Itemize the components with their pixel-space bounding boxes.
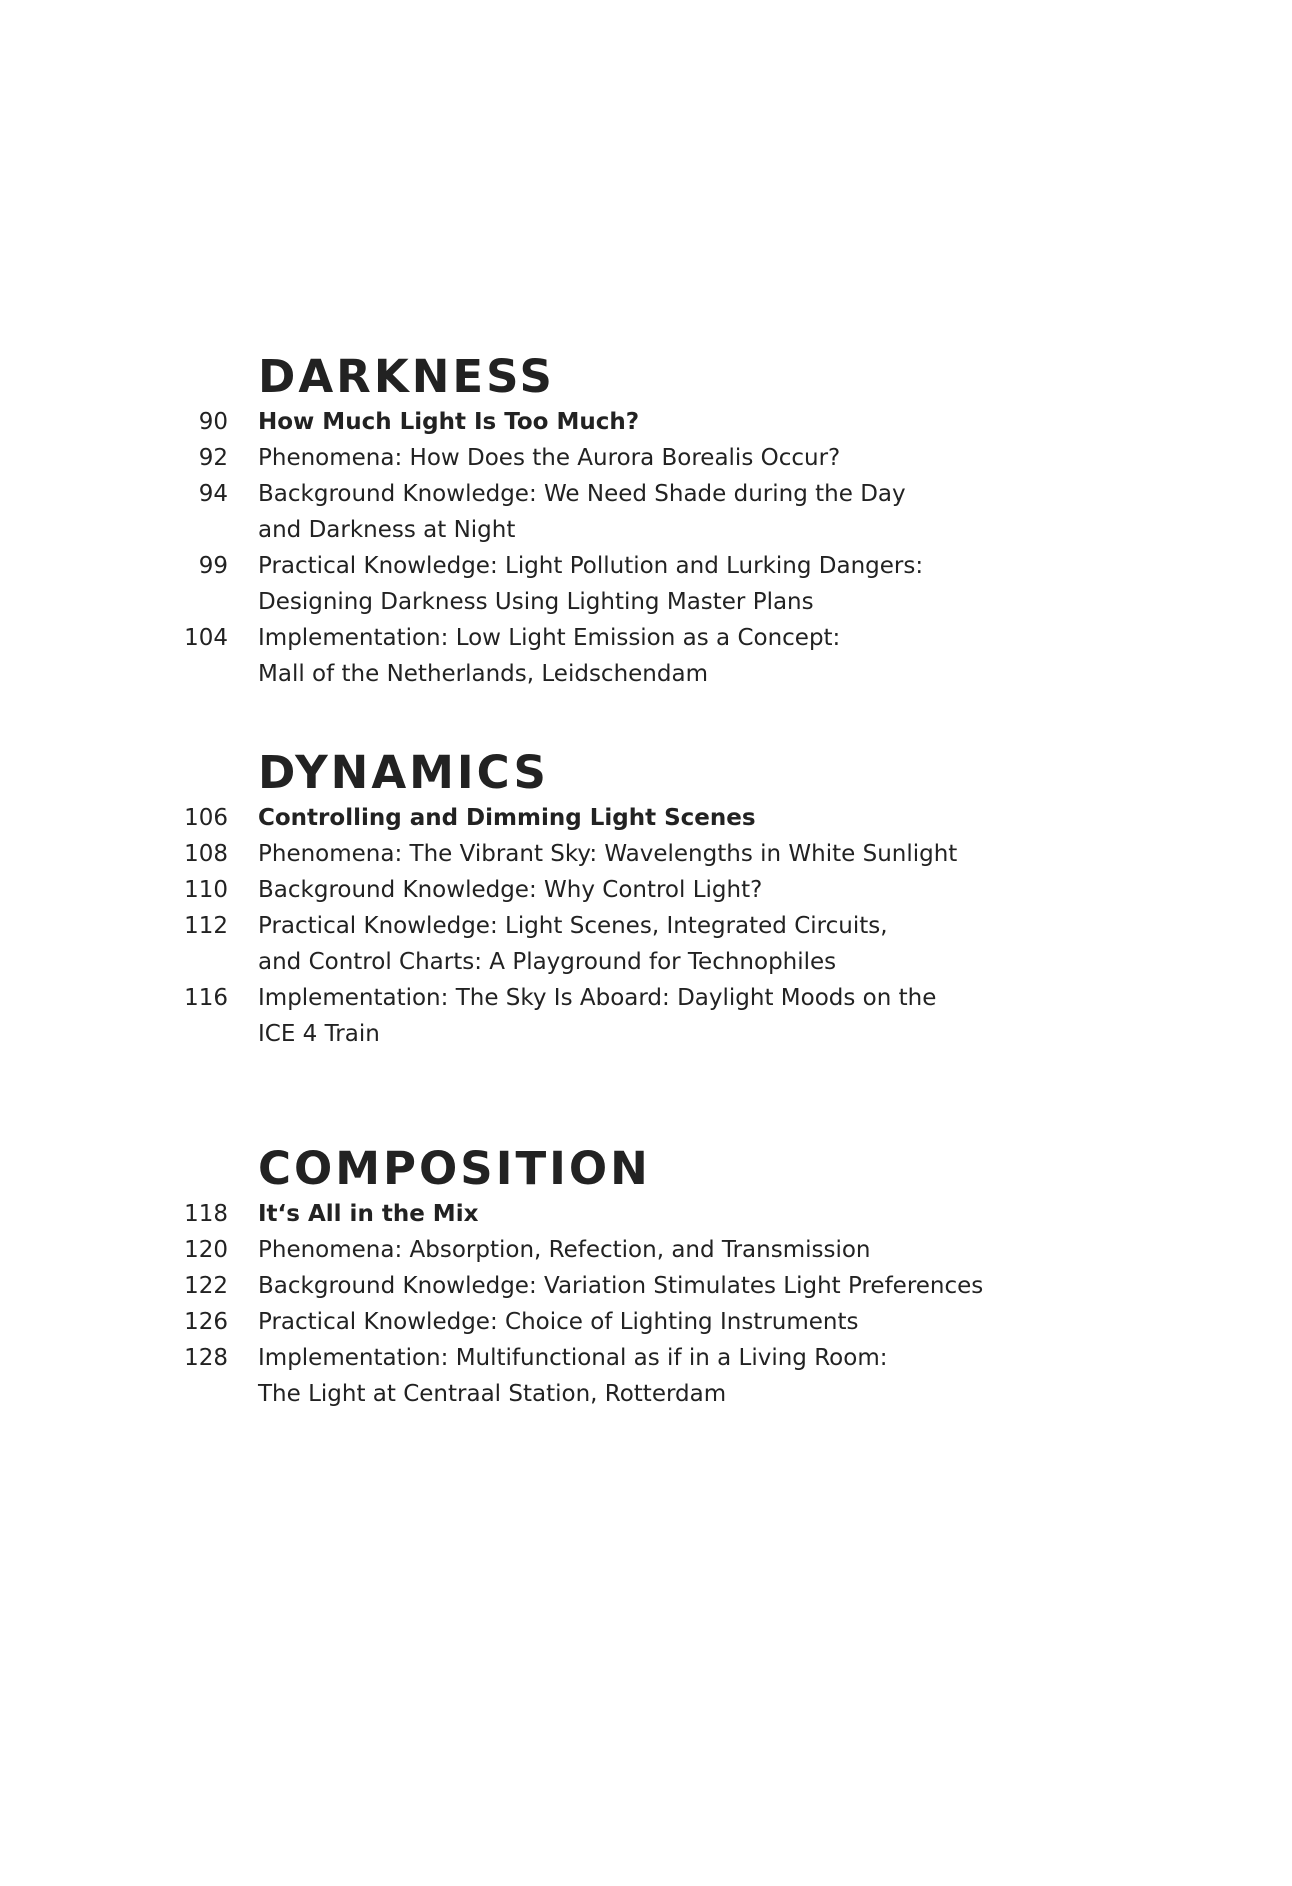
toc-entry	[0, 1304, 1292, 1340]
toc-entry	[0, 908, 1292, 980]
section-title: COMPOSITION	[258, 1142, 651, 1195]
entry-page-number: 99	[198, 553, 228, 579]
entry-page-number: 90	[198, 409, 228, 435]
entry-title	[258, 1268, 1058, 1304]
entry-title-line: Implementation: Multifunctional as if in a Living Room:	[258, 1345, 888, 1371]
section-title: DYNAMICS	[258, 746, 549, 799]
entry-title-line: Controlling and Dimming Light Scenes	[258, 805, 756, 831]
toc-entry	[0, 1196, 1292, 1232]
section-title: DARKNESS	[258, 350, 555, 403]
entry-page-number: 110	[184, 877, 228, 903]
entry-title-line: and Control Charts: A Playground for Technophiles	[258, 949, 837, 975]
toc-entry	[0, 872, 1292, 908]
entry-title	[258, 836, 1058, 872]
toc-entry	[0, 548, 1292, 620]
entry-title-line: Phenomena: The Vibrant Sky: Wavelengths in White Sunlight	[258, 841, 958, 867]
entry-page-number: 104	[184, 625, 228, 651]
entry-page-number: 122	[184, 1273, 228, 1299]
toc-entry	[0, 980, 1292, 1052]
entry-title-line: Phenomena: How Does the Aurora Borealis Occur?	[258, 445, 841, 471]
entry-title	[258, 620, 1058, 692]
entry-title-line: Practical Knowledge: Light Scenes, Integrated Circuits,	[258, 913, 888, 939]
toc-entry	[0, 836, 1292, 872]
entry-title	[258, 872, 1058, 908]
entry-page-number: 128	[184, 1345, 228, 1371]
entry-title	[258, 548, 1058, 620]
toc-entry	[0, 404, 1292, 440]
entry-title	[258, 800, 1058, 836]
toc-entry	[0, 1268, 1292, 1304]
entry-page-number: 108	[184, 841, 228, 867]
entry-page-number: 106	[184, 805, 228, 831]
entry-title-line: Background Knowledge: Variation Stimulates Light Preferences	[258, 1273, 984, 1299]
toc-entry	[0, 440, 1292, 476]
entry-page-number: 120	[184, 1237, 228, 1263]
toc-entry	[0, 476, 1292, 548]
entry-title-line: Practical Knowledge: Choice of Lighting Instruments	[258, 1309, 859, 1335]
entry-title-line: The Light at Centraal Station, Rotterdam	[258, 1381, 727, 1407]
entry-title	[258, 980, 1058, 1052]
entry-title-line: Mall of the Netherlands, Leidschendam	[258, 661, 708, 687]
entry-title-line: Phenomena: Absorption, Refection, and Transmission	[258, 1237, 871, 1263]
entry-title-line: Designing Darkness Using Lighting Master Plans	[258, 589, 814, 615]
entry-title	[258, 1304, 1058, 1340]
entry-title-line: ICE 4 Train	[258, 1021, 380, 1047]
entry-title-line: Implementation: The Sky Is Aboard: Daylight Moods on the	[258, 985, 937, 1011]
entry-title-line: Background Knowledge: Why Control Light?	[258, 877, 763, 903]
entry-page-number: 118	[184, 1201, 228, 1227]
entry-title-line: It‘s All in the Mix	[258, 1201, 479, 1227]
toc-entry	[0, 1340, 1292, 1412]
entry-page-number: 116	[184, 985, 228, 1011]
entry-title	[258, 1340, 1058, 1412]
entry-title	[258, 440, 1058, 476]
toc-entry	[0, 620, 1292, 692]
entry-title	[258, 404, 1058, 440]
entry-page-number: 112	[184, 913, 228, 939]
toc-entry	[0, 1232, 1292, 1268]
entry-title-line: How Much Light Is Too Much?	[258, 409, 640, 435]
entry-title	[258, 476, 1058, 548]
entry-title-line: Implementation: Low Light Emission as a Concept:	[258, 625, 841, 651]
entry-page-number: 126	[184, 1309, 228, 1335]
entry-title-line: Background Knowledge: We Need Shade during the Day	[258, 481, 906, 507]
entry-title	[258, 1196, 1058, 1232]
entry-title	[258, 908, 1058, 980]
entry-title	[258, 1232, 1058, 1268]
toc-entry	[0, 800, 1292, 836]
entry-page-number: 92	[198, 445, 228, 471]
entry-title-line: and Darkness at Night	[258, 517, 516, 543]
entry-page-number: 94	[198, 481, 228, 507]
entry-title-line: Practical Knowledge: Light Pollution and Lurking Dangers:	[258, 553, 924, 579]
